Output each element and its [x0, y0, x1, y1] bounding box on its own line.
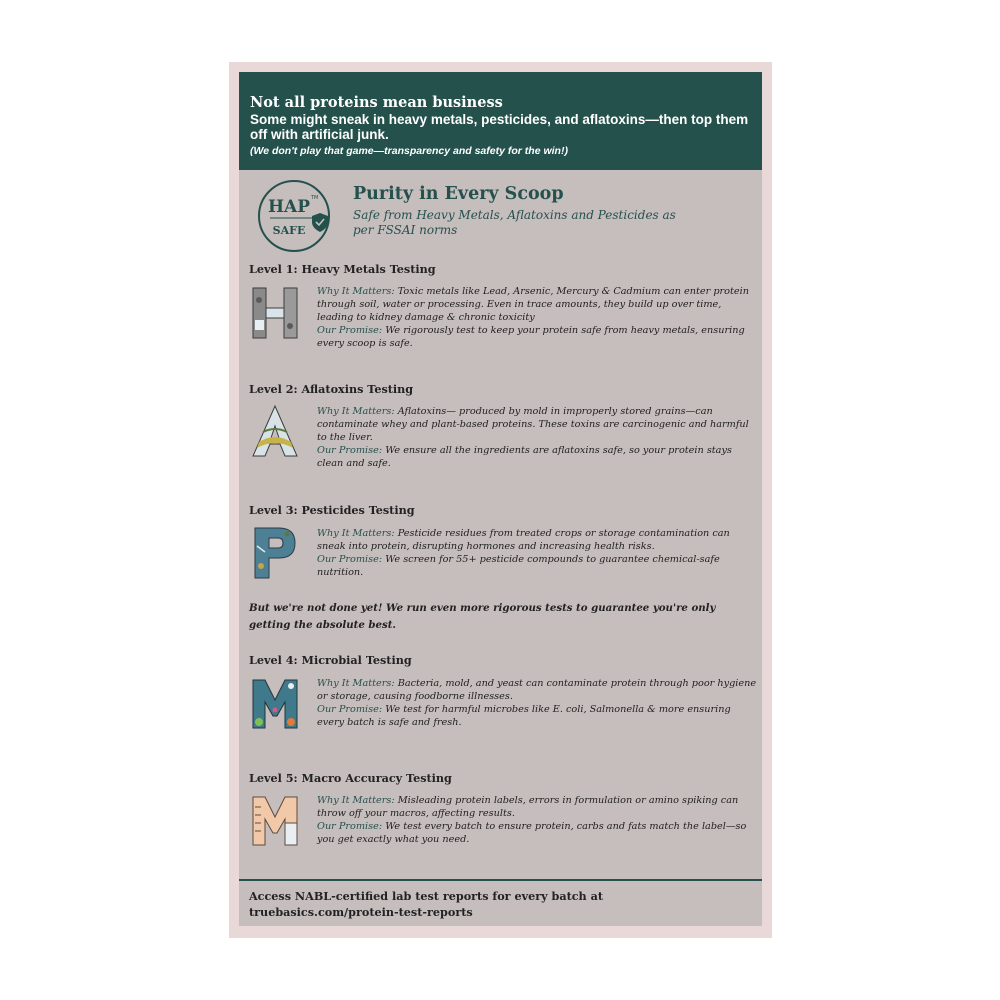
- header-banner: [239, 72, 762, 170]
- badge-hap-text: HAP: [267, 197, 311, 217]
- level-1-promise: We rigorously test to keep your protein safe from heavy metals, ensuring every scoop is safe.: [317, 325, 745, 349]
- badge-tm-text: TM: [311, 195, 319, 201]
- purity-title: Purity in Every Scoop: [353, 184, 564, 204]
- footer-link[interactable]: truebasics.com/protein-test-reports: [249, 905, 473, 919]
- why-label: Why It Matters:: [317, 678, 395, 689]
- promise-label: Our Promise:: [317, 821, 383, 832]
- purity-subtitle: Safe from Heavy Metals, Aflatoxins and Pesticides as per FSSAI norms: [353, 208, 676, 237]
- letter-p-icon: [251, 526, 299, 580]
- content-panel: [239, 170, 762, 926]
- letter-h-icon: [251, 286, 299, 340]
- level-3-why: Pesticide residues from treated crops or storage contamination can sneak into protein, disrupting hormones and increasing health risks.: [317, 528, 730, 552]
- header-subtitle: Some might sneak in heavy metals, pesticides, and aflatoxins—then top them off with artificial junk.: [250, 112, 749, 142]
- level-4-title: Level 4: Microbial Testing: [249, 653, 412, 667]
- level-3-description: [317, 527, 757, 579]
- footer-divider: [239, 879, 762, 881]
- why-label: Why It Matters:: [317, 406, 395, 417]
- level-3-promise: We screen for 55+ pesticide compounds to guarantee chemical-safe nutrition.: [317, 554, 720, 578]
- extra-tests-note: But we're not done yet! We run even more rigorous tests to guarantee you're only getting the absolute best.: [249, 602, 716, 631]
- level-4-description: [317, 677, 757, 729]
- level-5-why: Misleading protein labels, errors in formulation or amino spiking can throw off your macros, affecting results.: [317, 795, 739, 819]
- level-5-title: Level 5: Macro Accuracy Testing: [249, 771, 452, 785]
- hap-safe-badge: [256, 178, 332, 254]
- level-1-description: [317, 285, 757, 350]
- promise-label: Our Promise:: [317, 704, 383, 715]
- letter-m-measure-icon: [251, 793, 299, 847]
- letter-a-icon: [251, 404, 299, 458]
- level-2-promise: We ensure all the ingredients are aflatoxins safe, so your protein stays clean and safe.: [317, 445, 732, 469]
- level-1-why: Toxic metals like Lead, Arsenic, Mercury & Cadmium can enter protein through soil, water or processing. Even in trace amounts, they build up over time, leading to kidney damage & chronic toxicity: [317, 286, 749, 323]
- promise-label: Our Promise:: [317, 325, 383, 336]
- letter-m-microbe-icon: [251, 676, 299, 730]
- level-2-description: [317, 405, 757, 470]
- promise-label: Our Promise:: [317, 554, 383, 565]
- header-note: (We don't play that game—transparency and safety for the win!): [250, 145, 568, 157]
- why-label: Why It Matters:: [317, 528, 395, 539]
- level-2-why: Aflatoxins— produced by mold in improperly stored grains—can contaminate whey and plant-based proteins. These toxins are carcinogenic and harmful to the liver.: [317, 406, 749, 443]
- footer: [249, 888, 749, 920]
- why-label: Why It Matters:: [317, 795, 395, 806]
- level-3-title: Level 3: Pesticides Testing: [249, 503, 415, 517]
- header-title: Not all proteins mean business: [250, 94, 503, 111]
- level-2-title: Level 2: Aflatoxins Testing: [249, 382, 414, 396]
- level-4-promise: We test for harmful microbes like E. coli, Salmonella & more ensuring every batch is safe and fresh.: [317, 704, 731, 728]
- info-card: [229, 62, 772, 938]
- badge-safe-text: SAFE: [272, 224, 306, 237]
- footer-line-1: Access NABL-certified lab test reports for every batch at: [249, 889, 603, 903]
- level-5-description: [317, 794, 757, 846]
- level-1-title: Level 1: Heavy Metals Testing: [249, 262, 436, 276]
- level-5-promise: We test every batch to ensure protein, carbs and fats match the label—so you get exactly what you need.: [317, 821, 747, 845]
- why-label: Why It Matters:: [317, 286, 395, 297]
- level-4-why: Bacteria, mold, and yeast can contaminate protein through poor hygiene or storage, causing foodborne illnesses.: [317, 678, 757, 702]
- promise-label: Our Promise:: [317, 445, 383, 456]
